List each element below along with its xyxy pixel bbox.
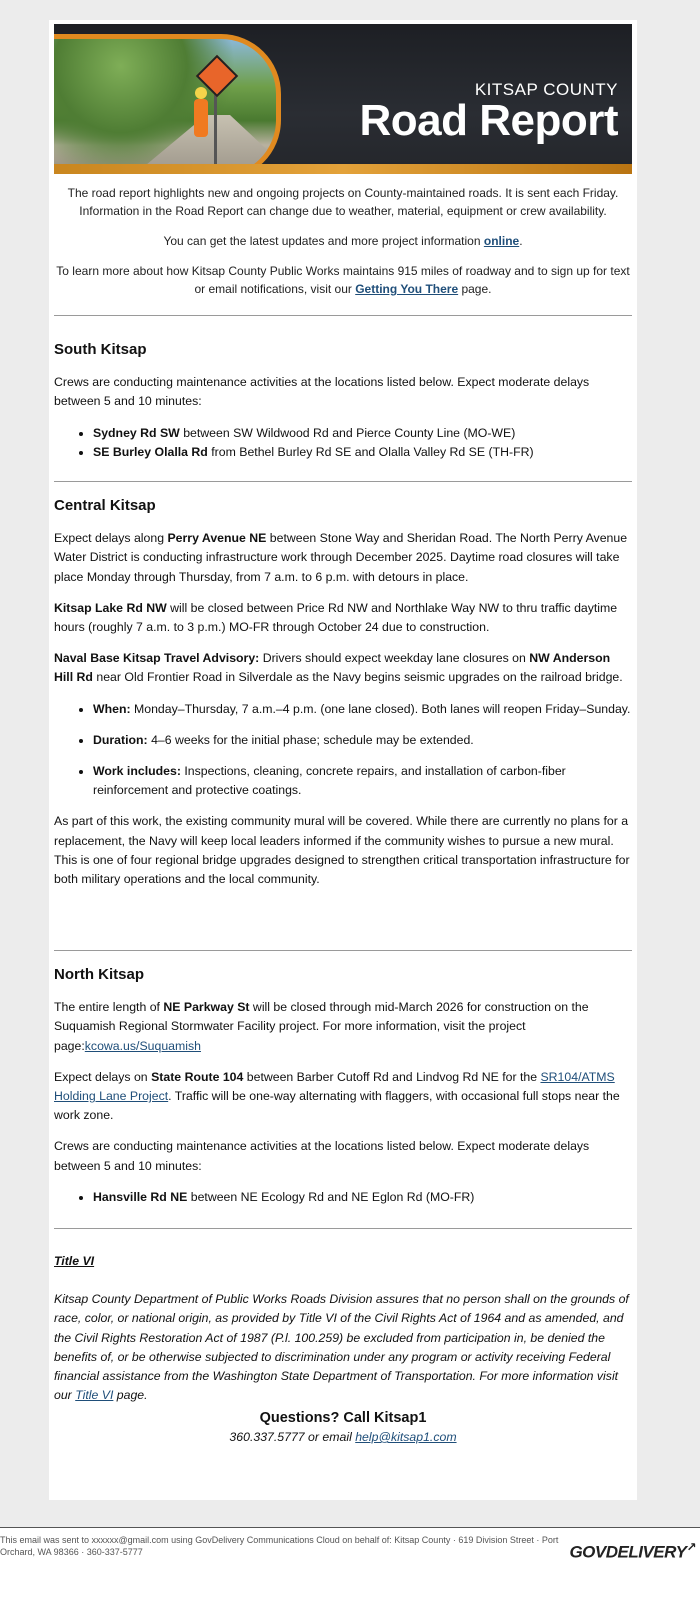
email-card bbox=[49, 20, 637, 1500]
worker-head bbox=[195, 87, 207, 99]
road-name: Kitsap Lake Rd NW bbox=[54, 600, 167, 615]
para-text: near Old Frontier Road in Silverdale as the Navy begins seismic upgrades on the railroad bridge. bbox=[92, 670, 623, 685]
road-name: State Route 104 bbox=[151, 1069, 244, 1084]
intro-paragraph-1: The road report highlights new and ongoing projects on County-maintained roads. It is sent each Friday. Information in the Road Report can change due to weather, material, equipment or crew availability. bbox=[67, 186, 619, 218]
banner-stripe bbox=[54, 164, 632, 174]
north-list bbox=[54, 1188, 632, 1207]
road-name: Hansville Rd NE bbox=[93, 1189, 188, 1204]
north-paragraph-3: Crews are conducting maintenance activities at the locations listed below. Expect moderate delays between 5 and 10 minutes: bbox=[54, 1139, 590, 1173]
banner-kicker: KITSAP COUNTY bbox=[474, 80, 618, 99]
logo-mark-icon: ↗ bbox=[686, 1540, 696, 1554]
online-link[interactable]: online bbox=[483, 234, 520, 248]
north-paragraph-1 bbox=[54, 998, 632, 1056]
para-text: will be closed through mid-March 2026 for construction on the Suquamish Regional Stormwater Facility project. For more information, visit the project page: bbox=[54, 1000, 589, 1053]
govdelivery-logo[interactable] bbox=[569, 1540, 696, 1563]
list-item-text: from Bethel Burley Rd SE and Olalla Valley Rd SE (TH-FR) bbox=[207, 444, 534, 459]
item-label: Work includes: bbox=[93, 764, 181, 779]
intro bbox=[54, 184, 632, 310]
central-paragraph-3 bbox=[54, 649, 632, 687]
intro-text: You can get the latest updates and more project information bbox=[163, 234, 484, 248]
list-item-text: 4–6 weeks for the initial phase; schedule may be extended. bbox=[147, 732, 474, 747]
para-text: between Stone Way and Sheridan Road. The North Perry Avenue Water District is conducting infrastructure work through December 2025. Daytime road closures will take place Monday through Thursday, from 7 a.m. to 6 p.m. with detours in place. bbox=[54, 531, 628, 584]
banner-photo bbox=[54, 34, 281, 174]
getting-you-there-link[interactable]: Getting You There bbox=[355, 282, 459, 296]
intro-text: . bbox=[519, 234, 523, 248]
email-link[interactable]: help@kitsap1.com bbox=[355, 1430, 457, 1444]
title-vi-link[interactable]: Title VI bbox=[75, 1388, 114, 1403]
govdelivery-footer bbox=[0, 1527, 700, 1600]
list-item-text: between NE Ecology Rd and NE Eglon Rd (MO-FR) bbox=[187, 1189, 475, 1204]
south-intro: Crews are conducting maintenance activities at the locations listed below. Expect moderate delays between 5 and 10 minutes: bbox=[54, 375, 590, 409]
list-item bbox=[93, 424, 632, 443]
intro-paragraph-3 bbox=[54, 262, 632, 298]
road-name: NW Anderson Hill Rd bbox=[54, 651, 611, 685]
section-heading: North Kitsap bbox=[54, 966, 144, 983]
divider bbox=[54, 481, 632, 482]
north-kitsap-section bbox=[54, 965, 632, 1219]
intro-text: To learn more about how Kitsap County Public Works maintains 915 miles of roadway and to sign up for text or email notifications, visit our bbox=[56, 264, 630, 296]
list-item bbox=[93, 700, 632, 719]
banner-title: Road Report bbox=[359, 96, 618, 145]
list-item-text: between SW Wildwood Rd and Pierce County Line (MO-WE) bbox=[179, 425, 516, 440]
title-vi-body: Kitsap County Department of Public Works Roads Division assures that no person shall on the grounds of race, color, or national origin, as provided by Title VI of the Civil Rights Act of 1964 and as amended, and the Civil Rights Restoration Act of 1987 (P.l. 100.259) be excluded from participation in, be denied the benefits of, or be otherwise subjected to discrimination under any program or activity receiving Federal financial assistance from the Washington State Department of Transportation. For more information visit our bbox=[54, 1292, 629, 1403]
para-text: Expect delays on bbox=[54, 1069, 152, 1084]
list-item-text: Inspections, cleaning, concrete repairs, and installation of carbon-fiber reinforcement and protective coatings. bbox=[93, 764, 566, 798]
list-item bbox=[93, 762, 632, 800]
para-text: . Traffic will be one-way alternating with flaggers, with occasional full stops near the work zone. bbox=[54, 1089, 620, 1123]
intro-paragraph-2 bbox=[54, 232, 632, 250]
suquamish-link[interactable]: kcowa.us/Suquamish bbox=[84, 1038, 201, 1053]
central-paragraph-1 bbox=[54, 529, 632, 587]
logo-text: GOVDELIVERY bbox=[569, 1542, 687, 1562]
para-text: Expect delays along bbox=[54, 531, 168, 546]
section-heading: Central Kitsap bbox=[54, 497, 156, 514]
divider bbox=[54, 1228, 632, 1229]
item-label: When: bbox=[93, 701, 131, 716]
intro-text: page. bbox=[458, 282, 492, 296]
questions-block bbox=[54, 1410, 632, 1444]
road-name: Perry Avenue NE bbox=[167, 531, 267, 546]
list-item bbox=[93, 443, 632, 462]
advisory-label: Naval Base Kitsap Travel Advisory: bbox=[54, 651, 260, 666]
sign-pole bbox=[214, 89, 217, 169]
south-kitsap-section bbox=[54, 340, 632, 474]
list-item bbox=[93, 731, 632, 750]
central-list bbox=[54, 700, 632, 801]
south-list bbox=[54, 424, 632, 462]
contact-line bbox=[54, 1430, 632, 1444]
para-text: Drivers should expect weekday lane closures on bbox=[259, 651, 530, 666]
title-vi-section bbox=[54, 1252, 632, 1405]
title-vi-heading: Title VI bbox=[54, 1254, 95, 1268]
section-heading: South Kitsap bbox=[54, 341, 147, 358]
flagger-icon bbox=[194, 99, 208, 137]
road-name: Sydney Rd SW bbox=[93, 425, 180, 440]
road-report-banner bbox=[54, 24, 632, 174]
sr104-project-link[interactable]: SR104/ATMS Holding Lane Project bbox=[54, 1069, 615, 1104]
central-paragraph-2 bbox=[54, 599, 632, 637]
road-name: NE Parkway St bbox=[163, 1000, 250, 1015]
list-item-text: Monday–Thursday, 7 a.m.–4 p.m. (one lane closed). Both lanes will reopen Friday–Sunday. bbox=[130, 701, 631, 716]
title-vi-text: page. bbox=[113, 1388, 148, 1403]
footer-text: This email was sent to xxxxxx@gmail.com using GovDelivery Communications Cloud on behalf of: Kitsap County · 619 Division Street · Port Orchard, WA 98366 · 360-337-5777 bbox=[0, 1535, 559, 1557]
divider bbox=[54, 950, 632, 951]
road-name: SE Burley Olalla Rd bbox=[93, 444, 208, 459]
item-label: Duration: bbox=[93, 732, 148, 747]
central-paragraph-4: As part of this work, the existing community mural will be covered. While there are currently no plans for a replacement, the Navy will keep local leaders informed if the community wishes to pursue a new mural. This is one of four regional bridge upgrades designed to strengthen critical transportation infrastructure for both military operations and the local community. bbox=[54, 814, 630, 887]
phone-text: 360.337.5777 or email bbox=[229, 1430, 356, 1444]
questions-title: Questions? Call Kitsap1 bbox=[259, 1410, 427, 1426]
central-kitsap-section bbox=[54, 496, 632, 901]
para-text: The entire length of bbox=[54, 1000, 164, 1015]
para-text: between Barber Cutoff Rd and Lindvog Rd NE for the bbox=[243, 1069, 541, 1084]
para-text: will be closed between Price Rd NW and Northlake Way NW to thru traffic daytime hours (roughly 7 a.m. to 3 p.m.) MO-FR through October 24 due to construction. bbox=[54, 600, 618, 635]
north-paragraph-2 bbox=[54, 1068, 632, 1126]
divider bbox=[54, 315, 632, 316]
list-item bbox=[93, 1188, 632, 1207]
